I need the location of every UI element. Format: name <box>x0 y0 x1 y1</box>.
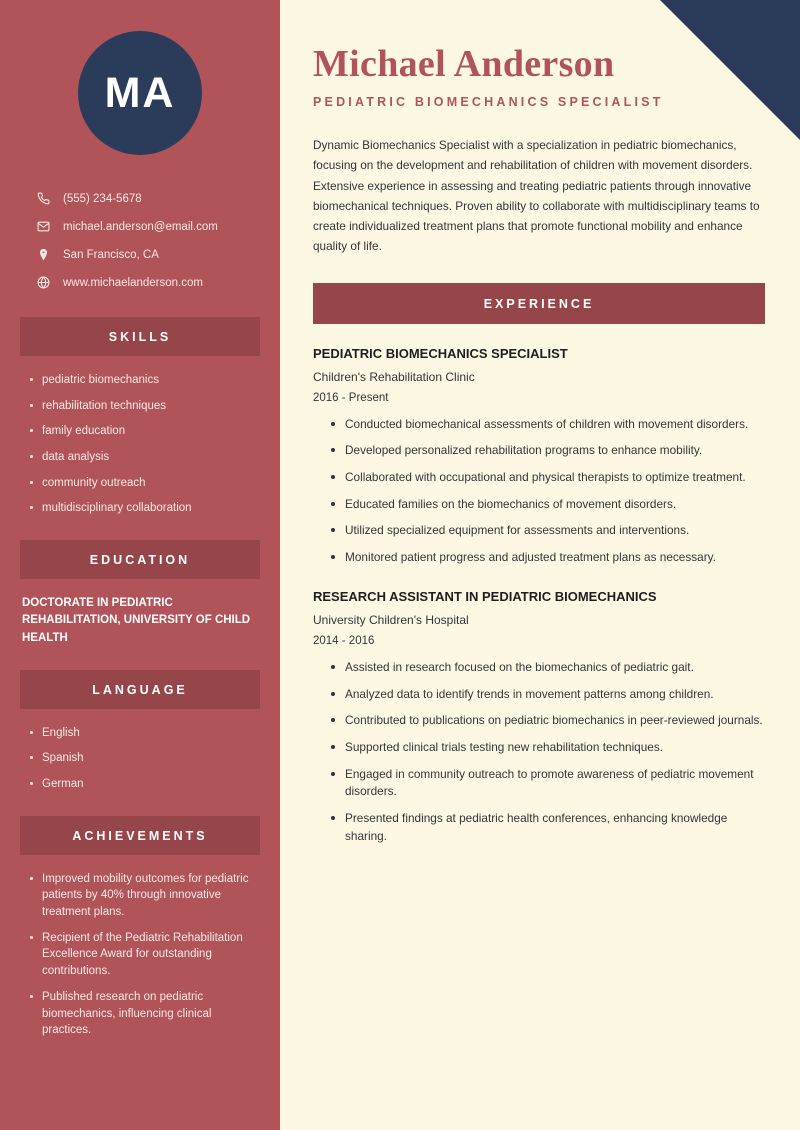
job-role-subtitle: PEDIATRIC BIOMECHANICS SPECIALIST <box>313 95 664 109</box>
experience-dates: 2014 - 2016 <box>313 634 375 647</box>
list-item: rehabilitation techniques <box>30 398 258 415</box>
section-heading-language: LANGUAGE <box>20 670 260 709</box>
section-heading-skills: SKILLS <box>20 317 260 356</box>
contact-item-location[interactable] <box>37 248 280 261</box>
contact-location-text: San Francisco, CA <box>63 248 159 261</box>
list-item: Supported clinical trials testing new rehabilitation techniques. <box>331 739 765 757</box>
list-item: Recipient of the Pediatric Rehabilitation Excellence Award for outstanding contributions. <box>30 930 258 980</box>
contact-item-phone[interactable] <box>37 192 280 205</box>
list-item: Educated families on the biomechanics of movement disorders. <box>331 496 765 514</box>
experience-organization: Children's Rehabilitation Clinic <box>313 369 475 384</box>
list-item: English <box>30 725 258 742</box>
list-item: multidisciplinary collaboration <box>30 500 258 517</box>
avatar: MA <box>78 31 202 155</box>
list-item: Improved mobility outcomes for pediatric patients by 40% through innovative treatment plans. <box>30 871 258 921</box>
list-item: family education <box>30 423 258 440</box>
list-item: community outreach <box>30 475 258 492</box>
contact-list <box>0 192 280 289</box>
list-item: Monitored patient progress and adjusted treatment plans as necessary. <box>331 549 765 567</box>
achievements-list <box>0 871 280 1039</box>
contact-item-website[interactable] <box>37 276 280 289</box>
contact-phone-text: (555) 234-5678 <box>63 192 142 205</box>
experience-entry <box>313 589 765 846</box>
list-item: Presented findings at pediatric health conferences, enhancing knowledge sharing. <box>331 810 765 845</box>
contact-website-text: www.michaelanderson.com <box>63 276 203 289</box>
experience-bullets <box>313 659 765 846</box>
list-item: data analysis <box>30 449 258 466</box>
profile-summary: Dynamic Biomechanics Specialist with a specialization in pediatric biomechanics, focusing on the development and rehabilitation of children with movement disorders. Extensive experience in assessing and treating pediatric patients through innovative biomechanical techniques. Proven ability to collaborate with multidisciplinary teams to create individualized treatment plans that promote functional mobility and enhance quality of life. <box>313 138 760 254</box>
list-item: Conducted biomechanical assessments of children with movement disorders. <box>331 416 765 434</box>
list-item: Engaged in community outreach to promote awareness of pediatric movement disorders. <box>331 766 765 801</box>
globe-icon <box>37 276 57 289</box>
location-icon <box>37 248 57 261</box>
section-heading-education: EDUCATION <box>20 540 260 579</box>
page-title: Michael Anderson <box>313 43 615 85</box>
list-item: Spanish <box>30 750 258 767</box>
experience-title: RESEARCH ASSISTANT IN PEDIATRIC BIOMECHANICS <box>313 588 657 604</box>
experience-organization: University Children's Hospital <box>313 612 469 627</box>
list-item: German <box>30 776 258 793</box>
main-content <box>280 0 800 1130</box>
contact-item-email[interactable] <box>37 220 280 233</box>
list-item: Utilized specialized equipment for assessments and interventions. <box>331 522 765 540</box>
section-heading-achievements: ACHIEVEMENTS <box>20 816 260 855</box>
contact-email-text: michael.anderson@email.com <box>63 220 218 233</box>
experience-dates: 2016 - Present <box>313 391 389 404</box>
education-entry: DOCTORATE IN PEDIATRIC REHABILITATION, UNIVERSITY OF CHILD HEALTH <box>22 597 251 644</box>
list-item: Published research on pediatric biomechanics, influencing clinical practices. <box>30 989 258 1039</box>
experience-bullets <box>313 416 765 567</box>
list-item: Analyzed data to identify trends in movement patterns among children. <box>331 686 765 704</box>
experience-title: PEDIATRIC BIOMECHANICS SPECIALIST <box>313 345 568 361</box>
phone-icon <box>37 192 57 205</box>
email-icon <box>37 220 57 233</box>
skills-list <box>0 372 280 517</box>
list-item: Contributed to publications on pediatric biomechanics in peer-reviewed journals. <box>331 712 765 730</box>
list-item: Developed personalized rehabilitation programs to enhance mobility. <box>331 442 765 460</box>
list-item: pediatric biomechanics <box>30 372 258 389</box>
experience-entry <box>313 346 765 567</box>
sidebar <box>0 0 280 1130</box>
section-heading-experience: EXPERIENCE <box>313 283 765 324</box>
list-item: Collaborated with occupational and physical therapists to optimize treatment. <box>331 469 765 487</box>
list-item: Assisted in research focused on the biomechanics of pediatric gait. <box>331 659 765 677</box>
language-list <box>0 725 280 793</box>
avatar-container <box>0 0 280 155</box>
